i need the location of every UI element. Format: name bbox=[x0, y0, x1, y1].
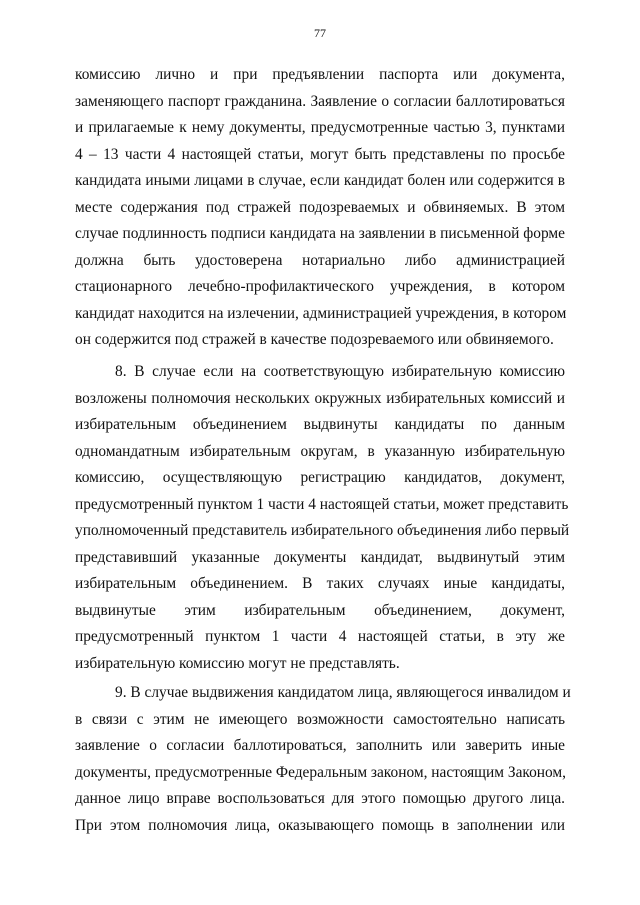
text-line: кандидат находится на излечении, администрацией учреждения, в котором bbox=[75, 304, 567, 322]
paragraph-8 bbox=[75, 359, 570, 677]
text-line: заявление о согласии баллотироваться, заполнить или заверить иные bbox=[75, 737, 565, 754]
text-line: предусмотренный пунктом 1 части 4 настоящей статьи, в эту же bbox=[75, 628, 565, 645]
text-line: 8. В случае если на соответствующую избирательную комиссию bbox=[115, 363, 565, 380]
text-line: избирательным объединением выдвинуты кандидаты по данным bbox=[75, 416, 565, 433]
text-line: документы, предусмотренные Федеральным законом, настоящим Законом, bbox=[75, 763, 567, 781]
text-line: случае подлинность подписи кандидата на заявлении в письменной форме bbox=[75, 225, 565, 242]
text-line: и прилагаемые к нему документы, предусмотренные частью 3, пунктами bbox=[75, 119, 565, 136]
text-line: заменяющего паспорт гражданина. Заявление о согласии баллотироваться bbox=[75, 92, 565, 110]
text-line: возложены полномочия нескольких окружных избирательных комиссий и bbox=[75, 389, 565, 407]
text-line: избирательную комиссию могут не представлять. bbox=[75, 654, 400, 672]
text-line: комиссию, осуществляющую регистрацию кандидатов, документ, bbox=[75, 469, 565, 486]
text-line: стационарного лечебно-профилактического учреждения, в котором bbox=[75, 278, 565, 295]
text-line: в связи с этим не имеющего возможности самостоятельно написать bbox=[75, 710, 565, 728]
page-number: 77 bbox=[314, 26, 326, 40]
text-line: представивший указанные документы кандидат, выдвинутый этим bbox=[75, 548, 565, 566]
paragraph-9 bbox=[75, 680, 571, 839]
text-line: данное лицо вправе воспользоваться для этого помощью другого лица. bbox=[75, 790, 565, 807]
text-line: должна быть удостоверена нотариально либо администрацией bbox=[75, 251, 565, 269]
text-line: кандидата иными лицами в случае, если кандидат болен или содержится в bbox=[75, 172, 565, 189]
text-line: 4 – 13 части 4 настоящей статьи, могут быть представлены по просьбе bbox=[75, 145, 565, 163]
paragraph-continuation bbox=[75, 62, 565, 354]
text-line: уполномоченный представитель избирательного объединения либо первый bbox=[75, 522, 570, 539]
text-line: месте содержания под стражей подозреваемых и обвиняемых. В этом bbox=[75, 198, 565, 216]
text-line: предусмотренный пунктом 1 части 4 настоящей статьи, может представить bbox=[75, 495, 569, 513]
text-line: выдвинутые этим избирательным объединением, документ, bbox=[75, 601, 565, 619]
text-line: 9. В случае выдвижения кандидатом лица, являющегося инвалидом и bbox=[115, 684, 571, 701]
text-line: одномандатным избирательным округам, в указанную избирательную bbox=[75, 442, 565, 460]
text-line: он содержится под стражей в качестве подозреваемого или обвиняемого. bbox=[75, 331, 554, 348]
text-line: избирательным объединением. В таких случаях иные кандидаты, bbox=[75, 575, 565, 592]
text-line: комиссию лично и при предъявлении паспорта или документа, bbox=[75, 66, 565, 83]
text-line: При этом полномочия лица, оказывающего помощь в заполнении или bbox=[75, 816, 565, 834]
